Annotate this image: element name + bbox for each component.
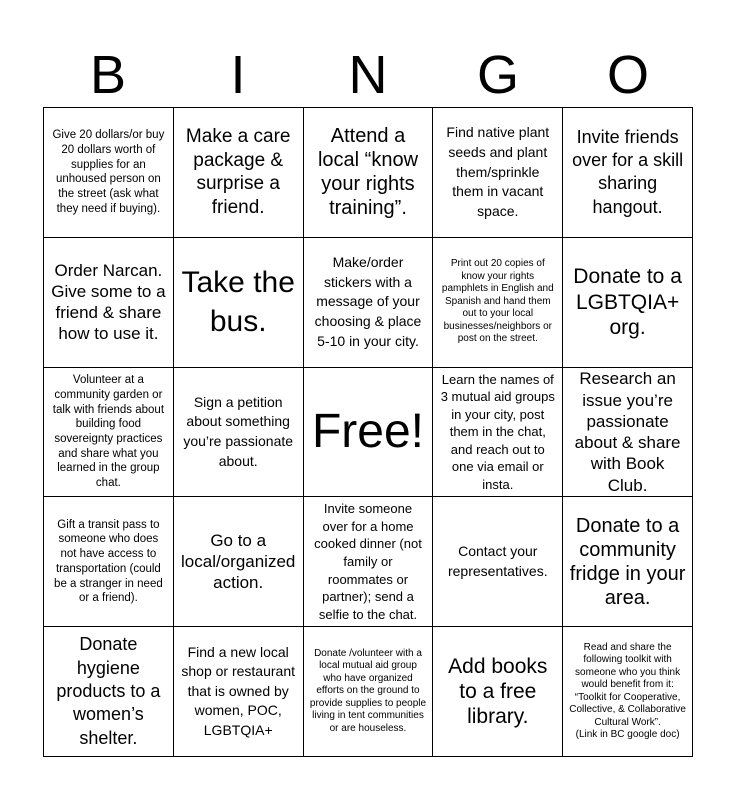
bingo-cell-r2-c4: Print out 20 copies of know your rights pamphlets in English and Spanish and hand them out to your local businesses/neighbors or post on the street. bbox=[433, 238, 563, 368]
header-letter-g: G bbox=[476, 45, 519, 105]
bingo-cell-r2-c1: Order Narcan. Give some to a friend & share how to use it. bbox=[44, 238, 174, 368]
bingo-cell-r5-c2: Find a new local shop or restaurant that is owned by women, POC, LGBTQIA+ bbox=[174, 627, 304, 757]
bingo-cell-r4-c1: Gift a transit pass to someone who does not have access to transportation (could be a stranger in need or a friend). bbox=[44, 497, 174, 627]
bingo-cell-r3-c4: Learn the names of 3 mutual aid groups in your city, post them in the chat, and reach out to one via email or insta. bbox=[433, 368, 563, 498]
bingo-cell-r3-c1: Volunteer at a community garden or talk with friends about building food sovereignty practices and share what you learned in the group chat. bbox=[44, 368, 174, 498]
bingo-cell-r4-c5: Donate to a community fridge in your area. bbox=[563, 497, 693, 627]
bingo-cell-r5-c5: Read and share the following toolkit with someone who you think would benefit from it: “Toolkit for Cooperative, Collective, & Collaborative Cultural Work”. (Link in BC google doc) bbox=[563, 627, 693, 757]
header-letter-i: I bbox=[230, 45, 246, 105]
bingo-cell-r4-c3: Invite someone over for a home cooked dinner (not family or roommates or partner); send a selfie to the chat. bbox=[304, 497, 434, 627]
header-letter-o: O bbox=[606, 45, 649, 105]
bingo-header bbox=[43, 44, 693, 106]
bingo-cell-r1-c4: Find native plant seeds and plant them/sprinkle them in vacant space. bbox=[433, 108, 563, 238]
header-letter-n: N bbox=[348, 45, 388, 105]
bingo-cell-r4-c2: Go to a local/organized action. bbox=[174, 497, 304, 627]
bingo-cell-r2-c5: Donate to a LGBTQIA+ org. bbox=[563, 238, 693, 368]
bingo-cell-r1-c1: Give 20 dollars/or buy 20 dollars worth of supplies for an unhoused person on the street (ask what they need if buying). bbox=[44, 108, 174, 238]
bingo-cell-r2-c3: Make/order stickers with a message of your choosing & place 5-10 in your city. bbox=[304, 238, 434, 368]
bingo-cell-r4-c4: Contact your representatives. bbox=[433, 497, 563, 627]
free-space: Free! bbox=[304, 368, 434, 498]
bingo-cell-r1-c2: Make a care package & surprise a friend. bbox=[174, 108, 304, 238]
bingo-cell-r5-c3: Donate /volunteer with a local mutual aid group who have organized efforts on the ground to provide supplies to people living in tent communities or are houseless. bbox=[304, 627, 434, 757]
bingo-cell-r2-c2: Take the bus. bbox=[174, 238, 304, 368]
bingo-cell-r3-c2: Sign a petition about something you’re passionate about. bbox=[174, 368, 304, 498]
bingo-grid bbox=[43, 107, 693, 757]
bingo-cell-r3-c5: Research an issue you’re passionate about & share with Book Club. bbox=[563, 368, 693, 498]
bingo-cell-r1-c3: Attend a local “know your rights training”. bbox=[304, 108, 434, 238]
header-letter-b: B bbox=[89, 45, 127, 105]
bingo-cell-r5-c1: Donate hygiene products to a women’s shelter. bbox=[44, 627, 174, 757]
bingo-cell-r1-c5: Invite friends over for a skill sharing hangout. bbox=[563, 108, 693, 238]
bingo-cell-r5-c4: Add books to a free library. bbox=[433, 627, 563, 757]
